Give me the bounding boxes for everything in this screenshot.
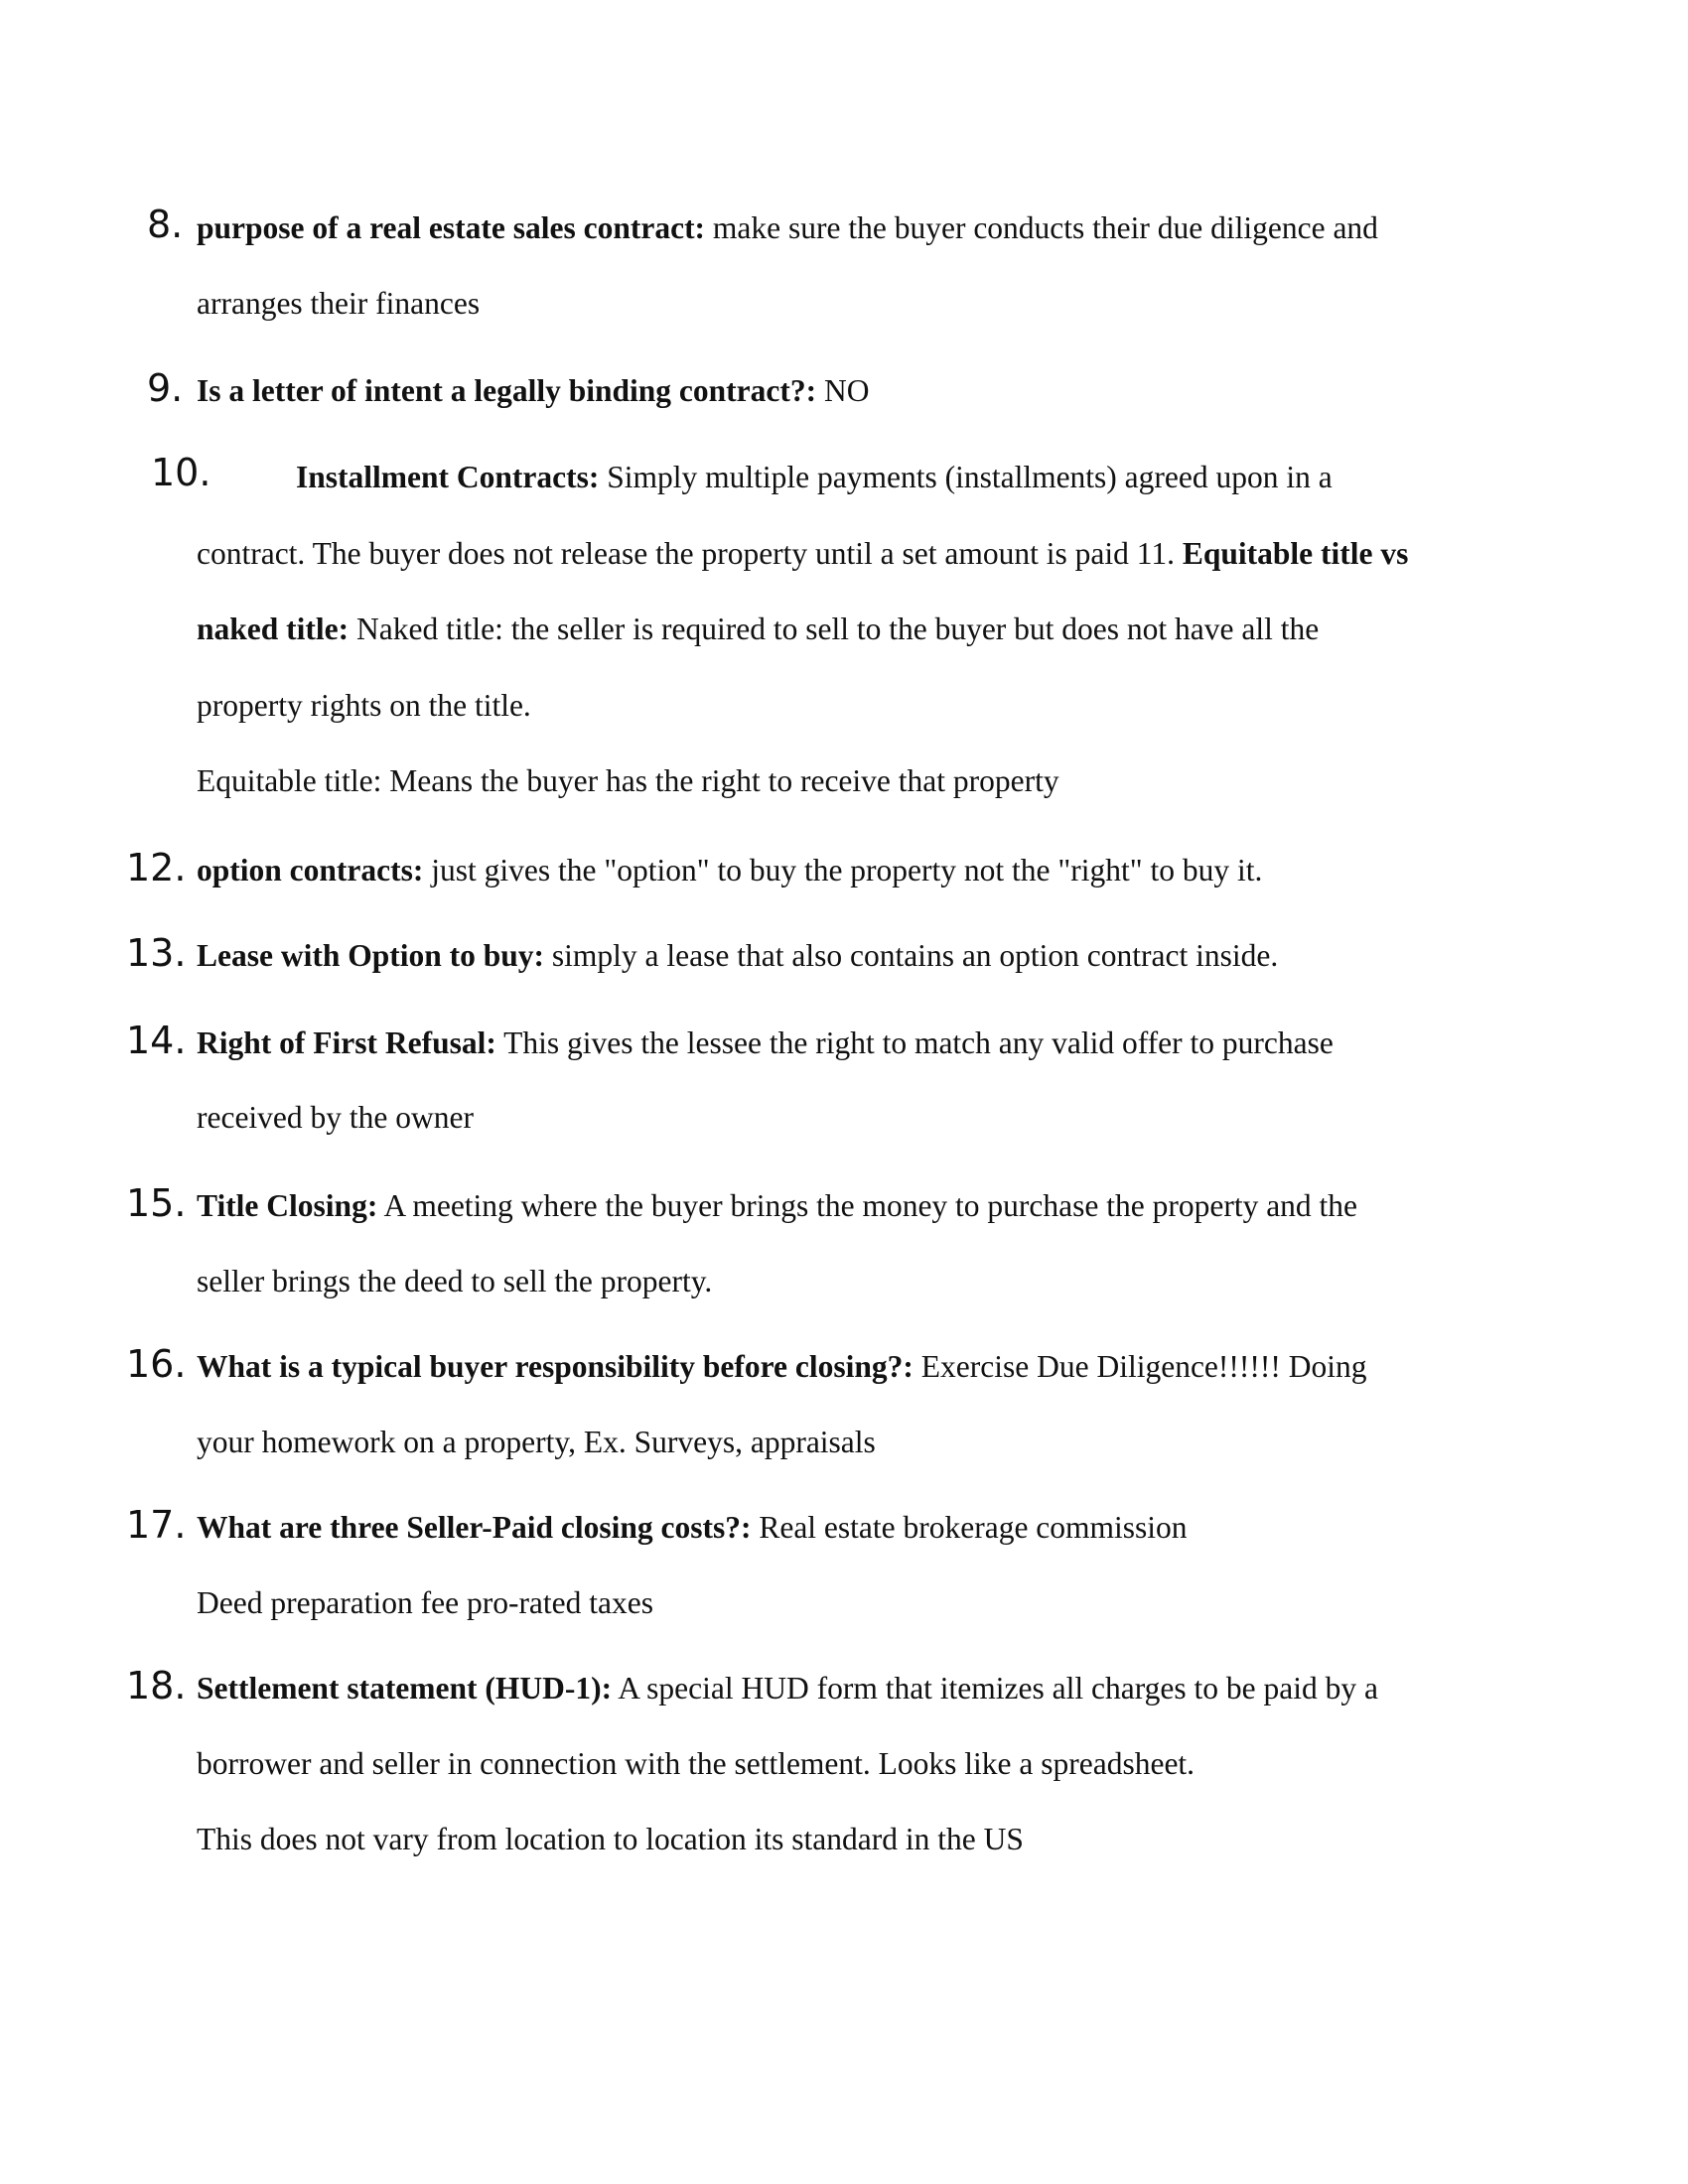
item-18-line-3: This does not vary from location to location its standard in the US bbox=[197, 1822, 1024, 1856]
definition-text: Real estate brokerage commission bbox=[759, 1510, 1188, 1545]
term-label: Is a letter of intent a legally binding contract?: bbox=[197, 373, 817, 408]
item-number: 8. bbox=[147, 203, 184, 246]
term-label: Title Closing: bbox=[197, 1188, 378, 1223]
item-8-line-1 bbox=[197, 212, 1378, 244]
item-15-line-2: seller brings the deed to sell the property. bbox=[197, 1264, 713, 1298]
term-label: Equitable title vs bbox=[1182, 536, 1409, 571]
item-number: 10. bbox=[151, 451, 211, 494]
definition-text: just gives the "option" to buy the property not the "right" to buy it. bbox=[431, 853, 1263, 887]
definition-text: simply a lease that also contains an option contract inside. bbox=[551, 938, 1279, 973]
term-label: What are three Seller-Paid closing costs?: bbox=[197, 1510, 752, 1545]
term-label: purpose of a real estate sales contract: bbox=[197, 210, 706, 245]
item-11-line-1 bbox=[197, 614, 1319, 645]
item-13-line-1 bbox=[197, 940, 1278, 972]
term-label: Right of First Refusal: bbox=[197, 1025, 496, 1060]
item-14-line-2: received by the owner bbox=[197, 1100, 474, 1135]
item-number: 16. bbox=[126, 1342, 187, 1386]
item-12-line-1 bbox=[197, 855, 1262, 887]
item-10-line-2 bbox=[197, 538, 1408, 570]
item-14-line-1 bbox=[197, 1027, 1334, 1059]
definition-text: Simply multiple payments (installments) agreed upon in a bbox=[607, 460, 1333, 494]
item-9-line-1 bbox=[197, 375, 869, 407]
item-16-line-1 bbox=[197, 1351, 1366, 1383]
item-number: 9. bbox=[147, 366, 184, 410]
item-15-line-1 bbox=[197, 1190, 1357, 1222]
item-number: 17. bbox=[126, 1503, 187, 1547]
item-8-line-2: arranges their finances bbox=[197, 286, 481, 321]
definition-text: contract. The buyer does not release the property until a set amount is paid 11. bbox=[197, 536, 1175, 571]
item-11-line-2: property rights on the title. bbox=[197, 688, 531, 723]
term-label: option contracts: bbox=[197, 853, 424, 887]
item-number: 13. bbox=[126, 931, 187, 975]
item-10-line-1 bbox=[296, 462, 1333, 493]
term-label: Settlement statement (HUD-1): bbox=[197, 1671, 613, 1706]
term-label: What is a typical buyer responsibility before closing?: bbox=[197, 1349, 914, 1384]
item-16-line-2: your homework on a property, Ex. Surveys, appraisals bbox=[197, 1425, 876, 1459]
item-17-line-1 bbox=[197, 1512, 1188, 1544]
item-number: 14. bbox=[126, 1019, 187, 1062]
definition-text: Exercise Due Diligence!!!!!! Doing bbox=[920, 1349, 1367, 1384]
definition-text: A meeting where the buyer brings the money to purchase the property and the bbox=[383, 1188, 1358, 1223]
definition-text: This gives the lessee the right to match any valid offer to purchase bbox=[503, 1025, 1334, 1060]
definition-text: make sure the buyer conducts their due diligence and bbox=[712, 210, 1378, 245]
term-label: naked title: bbox=[197, 612, 350, 646]
item-number: 12. bbox=[126, 846, 187, 889]
term-label: Lease with Option to buy: bbox=[197, 938, 545, 973]
item-11-line-3: Equitable title: Means the buyer has the right to receive that property bbox=[197, 763, 1059, 798]
definition-text: A special HUD form that itemizes all charges to be paid by a bbox=[618, 1671, 1378, 1706]
term-label: Installment Contracts: bbox=[296, 460, 600, 494]
item-number: 15. bbox=[126, 1181, 187, 1225]
definition-text: NO bbox=[823, 373, 870, 408]
definition-text: Naked title: the seller is required to sell to the buyer but does not have all the bbox=[356, 612, 1320, 646]
item-18-line-1 bbox=[197, 1673, 1378, 1705]
item-number: 18. bbox=[126, 1664, 187, 1707]
item-17-line-2: Deed preparation fee pro-rated taxes bbox=[197, 1585, 653, 1620]
item-18-line-2: borrower and seller in connection with the settlement. Looks like a spreadsheet. bbox=[197, 1746, 1196, 1781]
